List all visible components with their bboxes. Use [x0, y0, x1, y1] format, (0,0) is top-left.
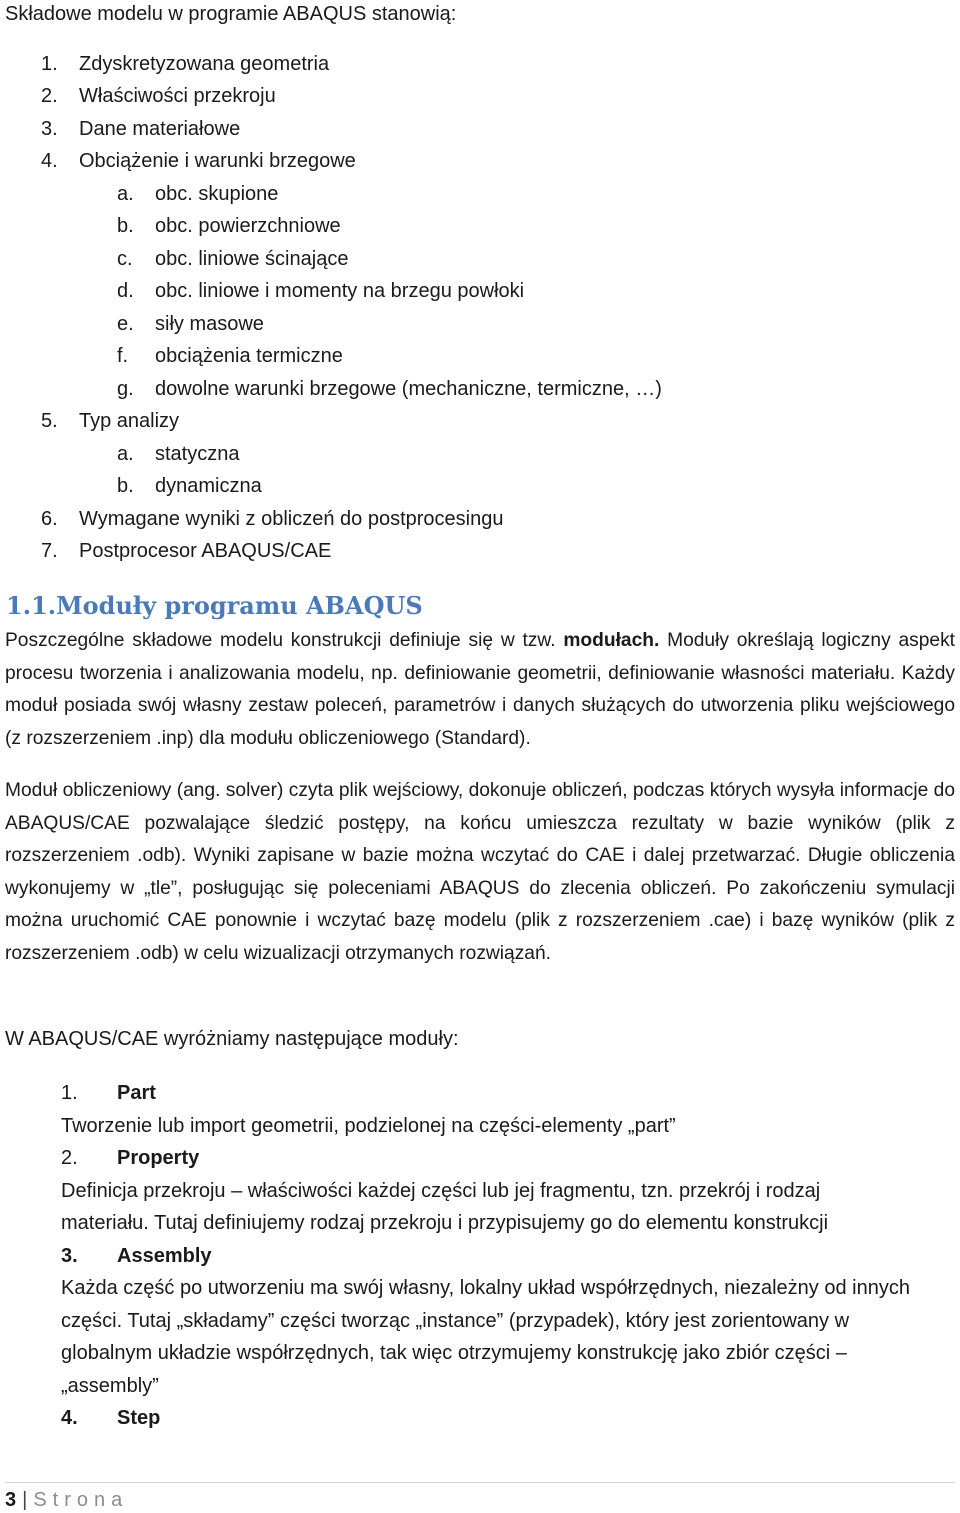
- page-number: 3: [5, 1489, 17, 1511]
- sublist-item: g. dowolne warunki brzegowe (mechaniczne, termiczne, …): [117, 378, 662, 400]
- list-item: 7. Postprocesor ABAQUS/CAE: [41, 540, 332, 562]
- intro-text: Składowe modelu w programie ABAQUS stanowią:: [5, 3, 457, 25]
- module-description: „assembly”: [61, 1375, 159, 1397]
- module-description: materiału. Tutaj definiujemy rodzaj przekroju i przypisujemy go do elementu konstrukcji: [61, 1212, 829, 1234]
- list-item: 3. Dane materiałowe: [41, 118, 241, 140]
- list-item: 5. Typ analizy: [41, 410, 180, 432]
- paragraph-solver: Moduł obliczeniowy (ang. solver) czyta plik wejściowy, dokonuje obliczeń, podczas których wysyła informacje do ABAQUS/CAE pozwalające śledzić postępy, na końcu umieszcza rezultaty w bazie wyników (plik z rozszerzeniem .odb). Wyniki zapisane w bazie można wczytać do CAE i dalej przetwarzać. Długie obliczenia wykonujemy w „tle”, posługując się poleceniami ABAQUS do zlecenia obliczeń. Po zakończeniu symulacji można uruchomić CAE ponownie i wczytać bazę modelu (plik z rozszerzeniem .cae) i bazę wyników (plik z rozszerzeniem .odb) w celu wizualizacji otrzymanych rozwiązań.: [5, 780, 955, 964]
- sublist-item: c. obc. liniowe ścinające: [117, 248, 349, 270]
- sublist-item: b. obc. powierzchniowe: [117, 215, 341, 237]
- module-description: Każda część po utworzeniu ma swój własny, lokalny układ współrzędnych, niezależny od innych: [61, 1277, 910, 1299]
- sublist-item: a. statyczna: [117, 443, 240, 465]
- module-title: 4. Step: [61, 1407, 161, 1429]
- page-label: Strona: [33, 1489, 129, 1511]
- module-title: 3. Assembly: [61, 1245, 212, 1267]
- module-description: Definicja przekroju – właściwości każdej części lub jej fragmentu, tzn. przekrój i rodzaj: [61, 1180, 821, 1202]
- sublist-item: a. obc. skupione: [117, 183, 279, 205]
- module-title: 2. Property: [61, 1147, 200, 1169]
- module-description: części. Tutaj „składamy” części tworząc „instance” (przypadek), który jest zorientowany w: [61, 1310, 850, 1332]
- list-item: 2. Właściwości przekroju: [41, 85, 276, 107]
- paragraph-modules: Poszczególne składowe modelu konstrukcji definiuje się w tzw. modułach. Moduły określają logiczny aspekt procesu tworzenia i analizowania modelu, np. definiowanie geometrii, definiowanie własności materiału. Każdy moduł posiada swój własny zestaw poleceń, parametrów i danych służących do utworzenia pliku wejściowego (z rozszerzeniem .inp) dla modułu obliczeniowego (Standard).: [5, 630, 955, 749]
- sublist-item: d. obc. liniowe i momenty na brzegu powłoki: [117, 280, 525, 302]
- paragraph-modules-intro: W ABAQUS/CAE wyróżniamy następujące moduły:: [5, 1028, 459, 1050]
- list-item: 6. Wymagane wyniki z obliczeń do postprocesingu: [41, 508, 504, 530]
- section-heading: 1.1.Moduły programu ABAQUS: [6, 591, 423, 620]
- sublist-item: b. dynamiczna: [117, 475, 262, 497]
- footer-separator: |: [22, 1489, 28, 1511]
- page-footer: [5, 1488, 128, 1512]
- module-description: Tworzenie lub import geometrii, podzielonej na części-elementy „part”: [61, 1115, 676, 1137]
- module-title: 1. Part: [61, 1082, 156, 1104]
- sublist-item: e. siły masowe: [117, 313, 264, 335]
- list-item: 1. Zdyskretyzowana geometria: [41, 53, 330, 75]
- module-description: globalnym układzie współrzędnych, tak więc otrzymujemy konstrukcję jako zbiór części –: [61, 1342, 847, 1364]
- footer-divider: [5, 1482, 955, 1483]
- sublist-item: f. obciążenia termiczne: [117, 345, 343, 367]
- list-item: 4. Obciążenie i warunki brzegowe: [41, 150, 356, 172]
